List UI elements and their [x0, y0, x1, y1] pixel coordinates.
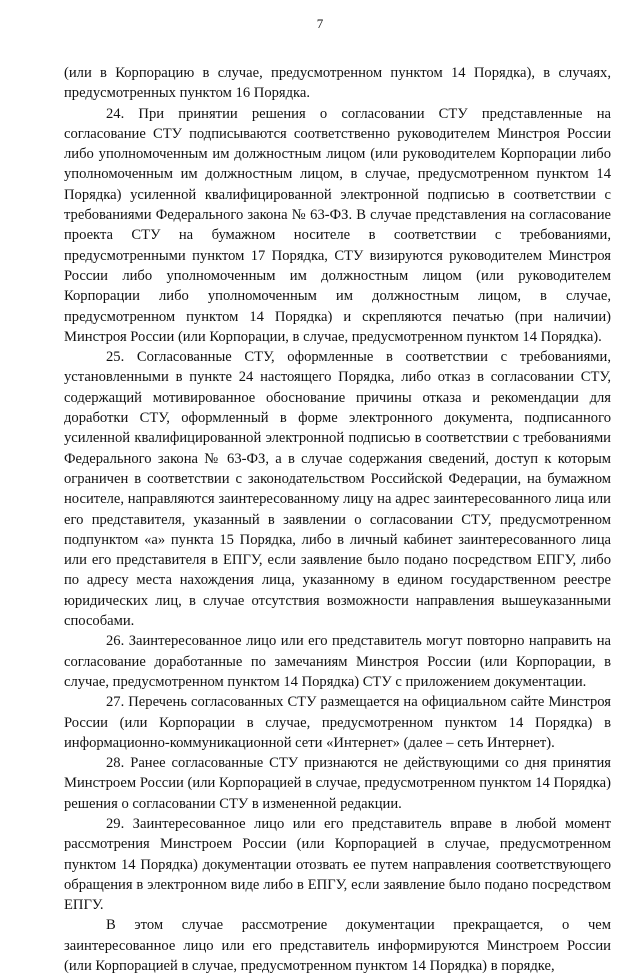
paragraph-24: 24. При принятии решения о согласовании СТУ представленные на согласование СТУ подписываются соответственно руководителем Минстроя России либо уполномоченным им должностным лицом (или руководителем Корпорации либо уполномоченным им должностным лицом, в случае, предусмотренном пунктом 14 Порядка) усиленной квалифицированной электронной подписью в соответствии с требованиями Федерального закона № 63-ФЗ. В случае представления на согласование проекта СТУ на бумажном носителе в соответствии с требованиями, предусмотренными пунктом 17 Порядка, СТУ визируются руководителем Минстроя России либо уполномоченным им должностным лицом (или руководителем Корпорации либо уполномоченным им должностным лицом, в случае, предусмотренном пунктом 14 Порядка) и скрепляются печатью (при наличии) Минстроя России (или Корпорации, в случае, предусмотренном пунктом 14 Порядка).	[64, 105, 611, 345]
paragraph-29: 29. Заинтересованное лицо или его представитель вправе в любой момент рассмотрения Минстроем России (или Корпорацией в случае, предусмотренном пунктом 14 Порядка) документации отозвать ее путем направления соответствующего обращения в электронном виде либо в ЕПГУ, если заявление было подано посредством ЕПГУ.	[64, 815, 611, 914]
paragraph-continuation: (или в Корпорацию в случае, предусмотренном пунктом 14 Порядка), в случаях, предусмотренных пунктом 16 Порядка.	[64, 65, 611, 102]
paragraph-27: 27. Перечень согласованных СТУ размещается на официальном сайте Минстроя России (или Корпорации в случае, предусмотренном пунктом 14 Порядка) в информационно-коммуникационной сети «Интернет» (далее – сеть Интернет).	[64, 694, 611, 751]
page-number: 7	[316, 16, 324, 31]
paragraph-25: 25. Согласованные СТУ, оформленные в соответствии с требованиями, установленными в пункте 24 настоящего Порядка, либо отказ в согласовании СТУ, содержащий мотивированное обоснование причины отказа и рекомендации для доработки СТУ, оформленный в форме электронного документа, подписанного усиленной квалифицированной электронной подписью в соответствии с требованиями Федерального закона № 63-ФЗ, а в случае содержания сведений, доступ к которым ограничен в соответствии с законодательством Российской Федерации, на бумажном носителе, направляются заинтересованному лицу на адрес заинтересованного лица или его представителя, указанный в заявлении о согласовании СТУ, предусмотренном подпунктом «а» пункта 15 Порядка, либо в личный кабинет заинтересованного лица или его представителя в ЕПГУ, если заявление было подано посредством ЕПГУ, либо по адресу места нахождения лица, указанному в едином государственном реестре юридических лиц, в случае отсутствия возможности направления вышеуказанными способами.	[64, 349, 611, 630]
paragraph-29-continued: В этом случае рассмотрение документации прекращается, о чем заинтересованное лицо или его представитель информируются Минстроем России (или Корпорацией в случае, предусмотренном пунктом 14 Порядка) в порядке,	[64, 917, 611, 975]
document-body	[64, 63, 611, 976]
paragraph-28: 28. Ранее согласованные СТУ признаются не действующими со дня принятия Минстроем России (или Корпорацией в случае, предусмотренном пунктом 14 Порядка) решения о согласовании СТУ в измененной редакции.	[64, 755, 611, 812]
paragraph-26: 26. Заинтересованное лицо или его представитель могут повторно направить на согласование доработанные по замечаниям Минстроя России (или Корпорации, в случае, предусмотренном пунктом 14 Порядка) СТУ с приложением документации.	[64, 633, 611, 690]
